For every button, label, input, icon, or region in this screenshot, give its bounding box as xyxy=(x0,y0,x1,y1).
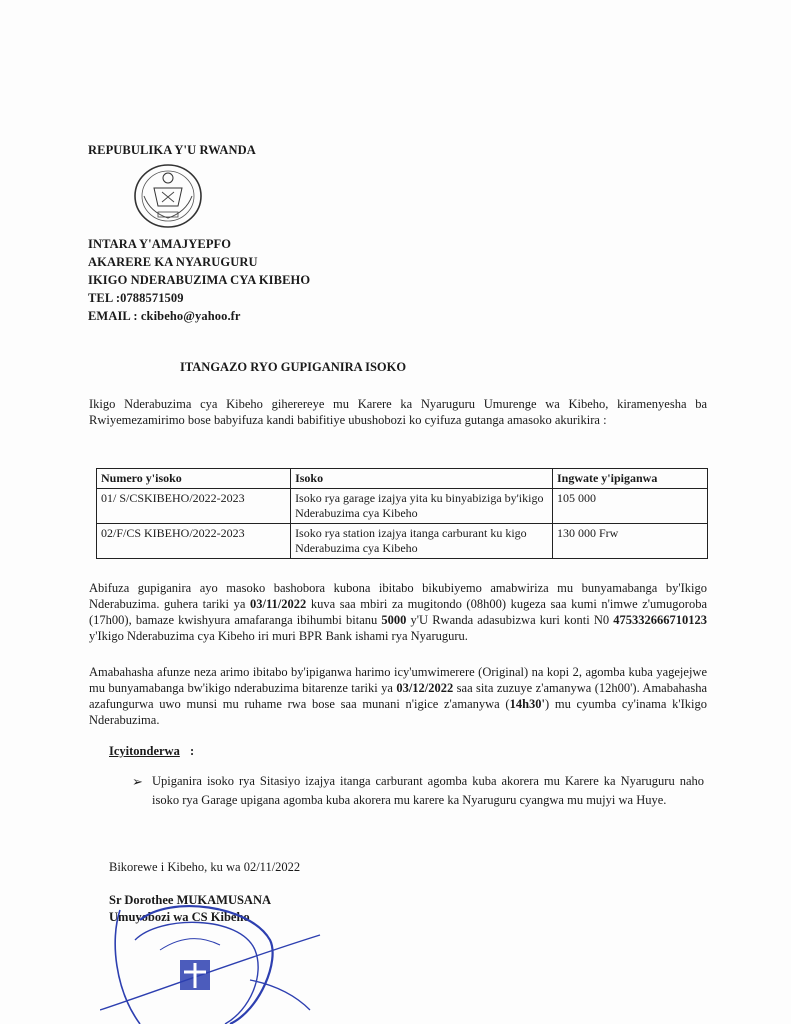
start-date: 03/11/2022 xyxy=(250,597,307,611)
tender-description: Isoko rya garage izajya yita ku binyabiziga by'ikigo Nderabuzima cya Kibeho xyxy=(291,489,553,524)
table-header-row xyxy=(97,469,708,489)
tender-number: 02/F/CS KIBEHO/2022-2023 xyxy=(97,524,291,559)
text-run: kuva saa mbiri za mugitondo (08h00) kugeza saa kumi n'imwe z'umugoroba (17h00), bamaze kwishyura amafaranga ibihumbi bitanu xyxy=(89,597,707,627)
notice-title: ITANGAZO RYO GUPIGANIRA ISOKO xyxy=(180,360,407,374)
note-heading xyxy=(109,744,180,759)
intro-paragraph: Ikigo Nderabuzima cya Kibeho giherereye mu Karere ka Nyaruguru Umurenge wa Kibeho, kiramenyesha ba Rwiyemezamirimo bose babyifuza kandi babifitiye ubushobozi ko cyifuza gutanga amasoko akurikira : xyxy=(89,397,707,427)
opening-time: 14h30' xyxy=(509,697,546,711)
note-text: Upiganira isoko rya Sitasiyo izajya itanga carburant agomba kuba akorera mu Karere ka Nyaruguru naho isoko rya Garage upigana agomba kuba akorera mu karere ka Nyaruguru cyangwa mu mujyi wa Huye. xyxy=(152,774,704,807)
text-run: y'U Rwanda adasubizwa kuri konti N0 xyxy=(406,613,614,627)
bank-account-number: 475332666710123 xyxy=(613,613,708,627)
note-heading-text: Icyitonderwa xyxy=(109,744,180,758)
instructions-paragraph xyxy=(89,580,707,644)
signatory-name: Sr Dorothee MUKAMUSANA xyxy=(109,893,272,907)
tender-number: 01/ S/CSKIBEHO/2022-2023 xyxy=(97,489,291,524)
email: EMAIL : ckibeho@yahoo.fr xyxy=(88,309,241,323)
tender-bond: 105 000 xyxy=(552,489,707,524)
arrow-bullet-icon: ➢ xyxy=(132,774,143,789)
column-header: Isoko xyxy=(291,469,553,489)
tender-description: Isoko rya station izajya itanga carburant ku kigo Nderabuzima cya Kibeho xyxy=(291,524,553,559)
tender-table xyxy=(96,468,708,559)
table-row xyxy=(97,489,708,524)
table-row xyxy=(97,524,708,559)
text-run: saa sita zuzuye z'amanywa (12h00'). Amabahasha azafungurwa uwo munsi mu ruhame rwa bose saa munani n'igice z'amanywa ( xyxy=(89,681,707,711)
signatory-title: Umuyobozi wa CS Kibeho xyxy=(109,910,250,924)
rwanda-coat-of-arms-icon xyxy=(132,162,204,230)
submission-paragraph xyxy=(89,664,707,728)
district-heading: AKARERE KA NYARUGURU xyxy=(88,255,258,269)
text-run: Abifuza gupiganira ayo masoko bashobora kubona ibitabo bikubiyemo amabwiriza mu bunyamabanga by'Ikigo Nderabuzima. guhera tariki ya xyxy=(89,581,707,611)
fee-amount: 5000 xyxy=(381,613,407,627)
text-run: ) mu cyumba cy'inama k'Ikigo Nderabuzima. xyxy=(89,697,708,727)
health-center-heading: IKIGO NDERABUZIMA CYA KIBEHO xyxy=(88,273,311,287)
place-and-date: Bikorewe i Kibeho, ku wa 02/11/2022 xyxy=(109,860,301,874)
deadline-date: 03/12/2022 xyxy=(396,681,454,695)
province-heading: INTARA Y'AMAJYEPFO xyxy=(88,237,232,251)
column-header: Numero y'isoko xyxy=(97,469,291,489)
republic-heading: REPUBULIKA Y'U RWANDA xyxy=(88,143,256,157)
note-colon: : xyxy=(190,744,195,758)
text-run: Amabahasha afunze neza arimo ibitabo by'ipiganwa harimo icy'umwimerere (Original) na kopi 2, agomba kuba yagejejwe mu bunyamabanga bw'ikigo nderabuzima bitarenze tariki ya xyxy=(89,665,707,695)
telephone: TEL :0788571509 xyxy=(88,291,184,305)
official-stamp-icon xyxy=(100,900,330,1024)
tender-bond: 130 000 Frw xyxy=(552,524,707,559)
column-header: Ingwate y'ipiganwa xyxy=(552,469,707,489)
text-run: y'Ikigo Nderabuzima cya Kibeho iri muri BPR Bank ishami rya Nyaruguru. xyxy=(89,629,468,643)
